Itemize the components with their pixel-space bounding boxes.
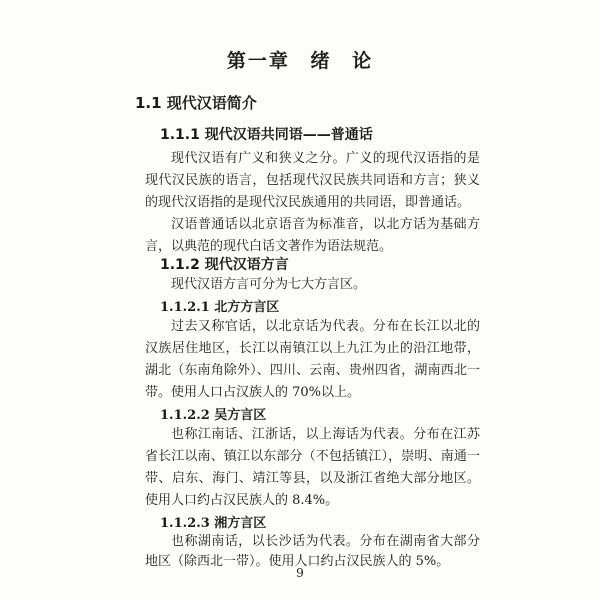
page-number: 9	[296, 566, 304, 580]
section-heading-1-1-2: 1.1.2 现代汉语方言	[160, 257, 289, 273]
paragraph-1-1-2-3: 也称湖南话，以长沙话为代表。分布在湖南省大部分地区（除西北一带）。使用人口约占汉民族人的 5%。	[145, 534, 480, 569]
section-heading-1-1-1: 1.1.1 现代汉语共同语——普通话	[160, 127, 373, 143]
paragraph-1-1-1-b: 汉语普通话以北京语音为标准音，以北方话为基础方言，以典范的现代白话文著作为语法规范。	[145, 217, 480, 254]
section-heading-1-1: 1.1 现代汉语简介	[135, 94, 257, 112]
chapter-title: 第一章 绪 论	[226, 50, 374, 72]
section-heading-1-1-2-3: 1.1.2.3 湘方言区	[160, 516, 267, 531]
section-heading-1-1-2-2: 1.1.2.2 吴方言区	[160, 408, 267, 423]
paragraph-1-1-1-a: 现代汉语有广义和狭义之分。广义的现代汉语指的是现代汉民族的语言，包括现代汉民族共同语和方言；狭义的现代汉语指的是现代汉民族通用的共同语，即普通话。	[145, 151, 480, 210]
paragraph-1-1-2-2: 也称江南话、江浙话，以上海话为代表。分布在江苏省长江以南、镇江以东部分（不包括镇江），崇明、南通一带、启东、海门、靖江等县，以及浙江省绝大部分地区。使用人口约占汉民族人的 8.4%。	[145, 427, 480, 508]
paragraph-1-1-2-intro: 现代汉语方言可分为七大方言区。	[171, 277, 367, 292]
paragraph-1-1-2-1: 过去又称官话，以北京话为代表。分布在长江以北的汉族居住地区，长江以南镇江以上九江为止的沿江地带，湖北（东南角除外）、四川、云南、贵州四省，湖南西北一带。使用人口占汉族人的 70%以上。	[145, 319, 480, 400]
section-heading-1-1-2-1: 1.1.2.1 北方方言区	[160, 300, 280, 315]
